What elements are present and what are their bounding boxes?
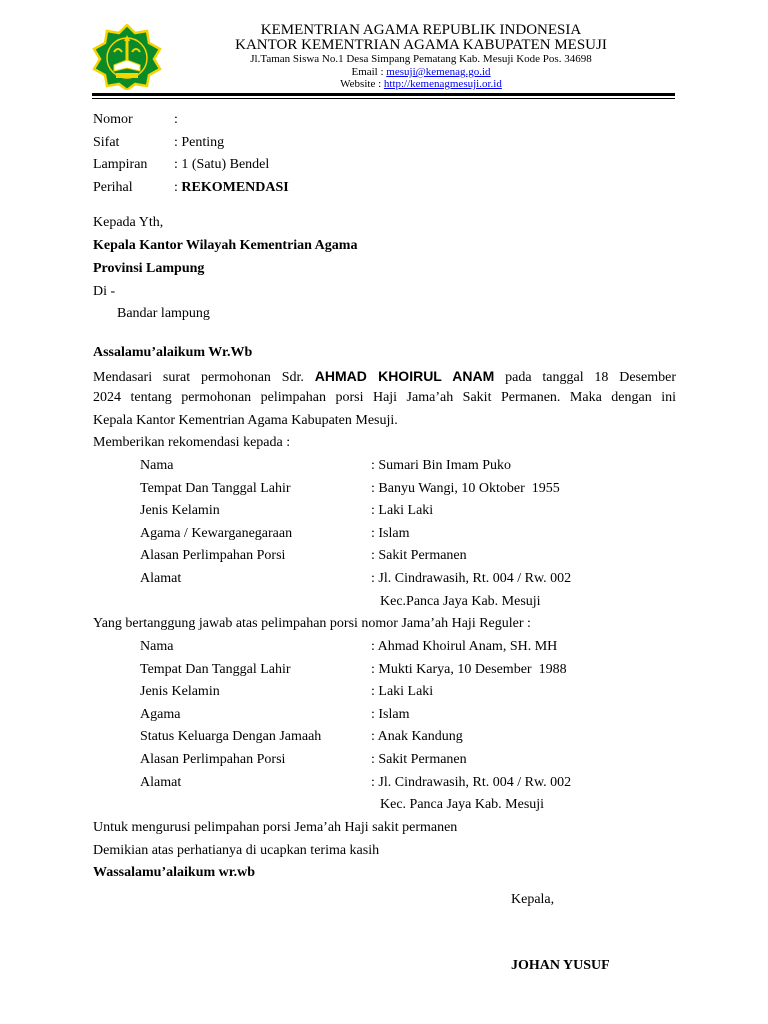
person1-label-address: Alamat xyxy=(140,571,182,586)
email-label: Email : xyxy=(351,66,387,78)
person1-value-ttl: : Banyu Wangi, 10 Oktober 1955 xyxy=(371,481,560,496)
person2-value-religion: : Islam xyxy=(371,707,410,722)
person1-value-address-line2: Kec.Panca Jaya Kab. Mesuji xyxy=(380,594,541,609)
person2-label-ttl: Tempat Dan Tanggal Lahir xyxy=(140,662,291,677)
closing-purpose: Untuk mengurusi pelimpahan porsi Jema’ah Haji sakit permanen xyxy=(93,820,458,835)
closing-salam: Wassalamu’alaikum wr.wb xyxy=(93,865,256,880)
recipient-city: Bandar lampung xyxy=(117,306,210,321)
person2-value-ttl: : Mukti Karya, 10 Desember 1988 xyxy=(371,662,567,677)
letterhead-divider-thin xyxy=(92,98,675,99)
signature-name: JOHAN YUSUF xyxy=(511,958,610,973)
recipient-line2: Provinsi Lampung xyxy=(93,261,205,276)
paragraph1-start: Mendasari surat permohonan Sdr. xyxy=(93,370,304,385)
person2-value-reason: : Sakit Permanen xyxy=(371,752,467,767)
person2-label-nama: Nama xyxy=(140,639,174,654)
person1-value-address: : Jl. Cindrawasih, Rt. 004 / Rw. 002 xyxy=(371,571,572,586)
person1-label-religion: Agama / Kewarganegaraan xyxy=(140,526,293,541)
meta-value-nomor: : xyxy=(174,112,178,127)
person1-label-ttl: Tempat Dan Tanggal Lahir xyxy=(140,481,291,496)
applicant-name: AHMAD KHOIRUL ANAM xyxy=(314,368,495,384)
website-link[interactable]: http://kemenagmesuji.or.id xyxy=(383,78,502,90)
perihal-colon: : xyxy=(174,180,182,195)
recipient-di: Di - xyxy=(93,284,116,299)
letterhead-office: KANTOR KEMENTRIAN AGAMA KABUPATEN MESUJI xyxy=(235,37,607,53)
responsible-intro: Yang bertanggung jawab atas pelimpahan porsi nomor Jama’ah Haji Reguler : xyxy=(93,616,531,631)
person1-label-reason: Alasan Perlimpahan Porsi xyxy=(140,548,286,563)
person2-value-relation: : Anak Kandung xyxy=(371,729,463,744)
closing-thanks: Demikian atas perhatianya di ucapkan terima kasih xyxy=(93,843,380,858)
person2-value-gender: : Laki Laki xyxy=(371,684,434,699)
letterhead-ministry: KEMENTRIAN AGAMA REPUBLIK INDONESIA xyxy=(260,22,582,38)
person2-label-relation: Status Keluarga Dengan Jamaah xyxy=(140,729,322,744)
person2-label-religion: Agama xyxy=(140,707,181,722)
letterhead-divider-thick xyxy=(92,93,675,96)
recipient-line1: Kepala Kantor Wilayah Kementrian Agama xyxy=(93,238,358,253)
recommendation-intro: Memberikan rekomendasi kepada : xyxy=(93,435,291,450)
person1-value-religion: : Islam xyxy=(371,526,410,541)
person1-label-gender: Jenis Kelamin xyxy=(140,503,220,518)
paragraph1-date: pada tanggal 18 Desember xyxy=(505,370,676,385)
person2-label-reason: Alasan Perlimpahan Porsi xyxy=(140,752,286,767)
signature-title: Kepala, xyxy=(511,892,555,907)
kemenag-emblem-icon xyxy=(92,24,162,90)
person2-label-address: Alamat xyxy=(140,775,182,790)
letterhead-email xyxy=(172,66,670,78)
website-label: Website : xyxy=(340,78,384,90)
person1-value-reason: : Sakit Permanen xyxy=(371,548,467,563)
person2-value-address: : Jl. Cindrawasih, Rt. 004 / Rw. 002 xyxy=(371,775,572,790)
meta-value-lampiran: : 1 (Satu) Bendel xyxy=(174,157,270,172)
meta-label-perihal: Perihal xyxy=(93,180,133,195)
meta-label-sifat: Sifat xyxy=(93,135,120,150)
letterhead-website xyxy=(172,78,670,90)
opening-salam: Assalamu’alaikum Wr.Wb xyxy=(93,345,253,360)
email-link[interactable]: mesuji@kemenag.go.id xyxy=(386,66,491,78)
letterhead-address: Jl.Taman Siswa No.1 Desa Simpang Pematang Kab. Mesuji Kode Pos. 34698 xyxy=(250,53,592,65)
person1-label-nama: Nama xyxy=(140,458,174,473)
meta-label-nomor: Nomor xyxy=(93,112,133,127)
meta-value-perihal xyxy=(174,180,289,196)
paragraph1-line1 xyxy=(93,368,676,386)
person2-value-address-line2: Kec. Panca Jaya Kab. Mesuji xyxy=(380,797,545,812)
paragraph1-line3: Kepala Kantor Kementrian Agama Kabupaten Mesuji. xyxy=(93,413,398,428)
person2-label-gender: Jenis Kelamin xyxy=(140,684,220,699)
paragraph1-line2: 2024 tentang permohonan pelimpahan porsi Haji Jama’ah Sakit Permanen. Maka dengan ini xyxy=(93,390,676,405)
person1-value-nama: : Sumari Bin Imam Puko xyxy=(371,458,511,473)
person1-value-gender: : Laki Laki xyxy=(371,503,434,518)
person2-value-nama: : Ahmad Khoirul Anam, SH. MH xyxy=(371,639,558,654)
recipient-greeting: Kepada Yth, xyxy=(93,215,164,230)
perihal-subject: REKOMENDASI xyxy=(181,180,289,195)
meta-label-lampiran: Lampiran xyxy=(93,157,148,172)
meta-value-sifat: : Penting xyxy=(174,135,225,150)
